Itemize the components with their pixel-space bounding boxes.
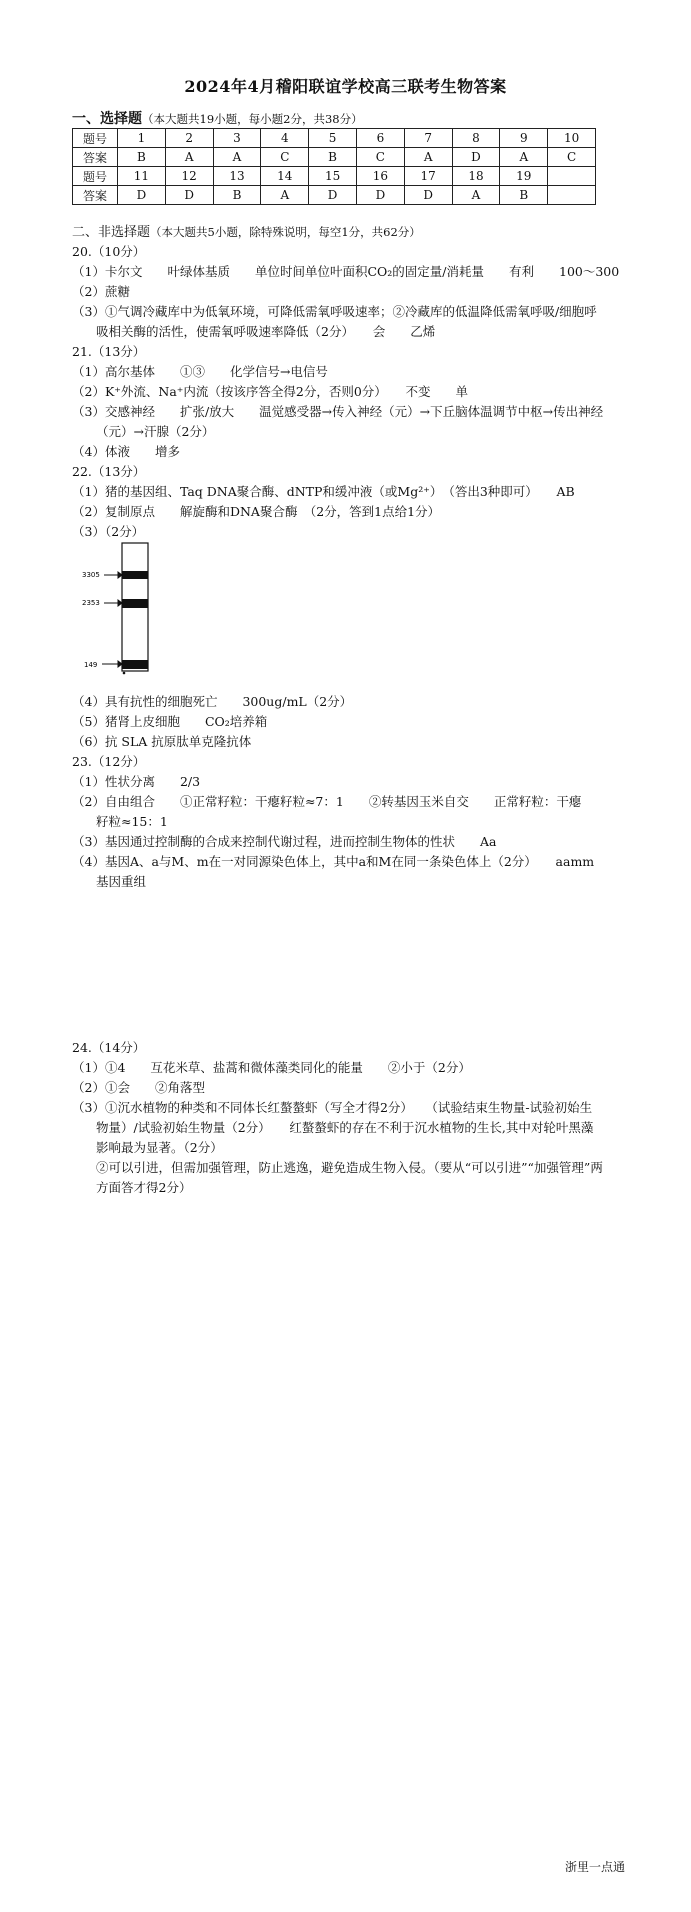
answer-table-cell: 14 bbox=[261, 167, 309, 186]
gel-label-3305: 3305 bbox=[82, 571, 100, 579]
section2-heading-row bbox=[72, 221, 421, 240]
answer-table-cell: 13 bbox=[213, 167, 261, 186]
q20-2: （2）蔗糖 bbox=[72, 284, 130, 299]
answer-table-row-header: 答案 bbox=[73, 148, 118, 167]
answer-table-cell: 17 bbox=[404, 167, 452, 186]
q21-3a: （3）交感神经 扩张/放大 温觉感受器→传入神经（元）→下丘脑体温调节中枢→传出神经 bbox=[72, 404, 604, 419]
answer-table-row bbox=[73, 148, 596, 167]
answer-table-cell: D bbox=[452, 148, 500, 167]
answer-table-cell: 12 bbox=[165, 167, 213, 186]
answer-table-cell bbox=[548, 186, 596, 205]
q22-1: （1）猪的基因组、Taq DNA聚合酶、dNTP和缓冲液（或Mg²⁺） （答出3种即可） AB bbox=[72, 484, 575, 499]
answer-table-row bbox=[73, 186, 596, 205]
answer-table-cell: A bbox=[500, 148, 548, 167]
answer-table-cell: 1 bbox=[118, 129, 166, 148]
answer-table-row-header: 题号 bbox=[73, 129, 118, 148]
answer-table-cell: D bbox=[118, 186, 166, 205]
q22-6: （6）抗 SLA 抗原肽单克隆抗体 bbox=[72, 734, 252, 749]
answer-table-cell: C bbox=[356, 148, 404, 167]
q22-2: （2）复制原点 解旋酶和DNA聚合酶 （2分，答到1点给1分） bbox=[72, 504, 441, 519]
gel-well-dot bbox=[123, 672, 126, 675]
answer-table-cell: 15 bbox=[309, 167, 357, 186]
answer-table-cell: A bbox=[261, 186, 309, 205]
answer-table-cell: 8 bbox=[452, 129, 500, 148]
q23-2a: （2）自由组合 ①正常籽粒：干瘪籽粒≈7：1 ②转基因玉米自交 正常籽粒：干瘪 bbox=[72, 794, 582, 809]
q24-3a: （3）①沉水植物的种类和不同体长红螯螯虾（写全才得2分） （试验结束生物量-试验初始生 bbox=[72, 1100, 593, 1115]
q20-1: （1）卡尔文 叶绿体基质 单位时间单位叶面积CO₂的固定量/消耗量 有利 100～300 bbox=[72, 264, 620, 279]
q21-heading: 21.（13分） bbox=[72, 344, 146, 359]
q24-1: （1）①4 互花米草、盐蒿和微体藻类同化的能量 ②小于（2分） bbox=[72, 1060, 471, 1075]
answer-table-cell: A bbox=[404, 148, 452, 167]
gel-band-149 bbox=[122, 660, 148, 669]
q24-3c: 影响最为显著。（2分） bbox=[96, 1140, 223, 1155]
gel-label-2353: 2353 bbox=[82, 599, 100, 607]
q22-heading: 22.（13分） bbox=[72, 464, 146, 479]
q20-heading: 20.（10分） bbox=[72, 244, 146, 259]
answer-table-cell: D bbox=[309, 186, 357, 205]
gel-label-149: 149 bbox=[84, 661, 98, 669]
answer-table-cell: D bbox=[356, 186, 404, 205]
answer-table-cell: 3 bbox=[213, 129, 261, 148]
gel-electrophoresis-figure bbox=[72, 535, 172, 675]
answer-table-cell: D bbox=[404, 186, 452, 205]
answer-table-cell: 19 bbox=[500, 167, 548, 186]
answer-table-cell: 4 bbox=[261, 129, 309, 148]
q21-4: （4）体液 增多 bbox=[72, 444, 180, 459]
section1-note: （本大题共19小题，每小题2分，共38分） bbox=[142, 112, 363, 126]
answer-table-cell: 7 bbox=[404, 129, 452, 148]
answer-table-cell: A bbox=[213, 148, 261, 167]
answer-table-cell: C bbox=[548, 148, 596, 167]
page-title: 2024年4月稽阳联谊学校高三联考生物答案 bbox=[184, 77, 507, 96]
q24-heading: 24.（14分） bbox=[72, 1040, 146, 1055]
q24-3e: 方面答才得2分） bbox=[96, 1180, 192, 1195]
q21-2: （2）K⁺外流、Na⁺内流（按该序答全得2分，否则0分） 不变 单 bbox=[72, 384, 469, 399]
q22-4: （4）具有抗性的细胞死亡 300ug/mL（2分） bbox=[72, 694, 353, 709]
answer-table-row bbox=[73, 129, 596, 148]
answer-table-cell: A bbox=[452, 186, 500, 205]
q21-1: （1）高尔基体 ①③ 化学信号→电信号 bbox=[72, 364, 328, 379]
section2-note: （本大题共5小题，除特殊说明，每空1分，共62分） bbox=[150, 225, 421, 239]
gel-arrows bbox=[102, 572, 122, 667]
section1-heading-row bbox=[72, 108, 363, 128]
answer-table-cell: B bbox=[309, 148, 357, 167]
q23-4a: （4）基因A、a与M、m在一对同源染色体上，其中a和M在同一条染色体上（2分） aamm bbox=[72, 854, 595, 869]
q22-5: （5）猪肾上皮细胞 CO₂培养箱 bbox=[72, 714, 268, 729]
footer-watermark: 浙里一点通 bbox=[564, 1860, 625, 1874]
q20-3a: （3）①气调冷藏库中为低氧环境，可降低需氧呼吸速率；②冷藏库的低温降低需氧呼吸/细胞呼 bbox=[72, 304, 597, 319]
answer-table-cell: 5 bbox=[309, 129, 357, 148]
answer-table-cell: B bbox=[213, 186, 261, 205]
answer-table-row bbox=[73, 167, 596, 186]
section2-heading: 二、非选择题 bbox=[72, 225, 151, 240]
q24-3b: 物量）/试验初始生物量（2分） 红螯螯虾的存在不利于沉水植物的生长,其中对轮叶黑藻 bbox=[96, 1120, 594, 1135]
q24-2: （2）①会 ②角落型 bbox=[72, 1080, 205, 1095]
q23-1: （1）性状分离 2/3 bbox=[72, 774, 201, 789]
q20-3b: 吸相关酶的活性，使需氧呼吸速率降低（2分） 会 乙烯 bbox=[96, 324, 436, 339]
answer-table-cell: B bbox=[118, 148, 166, 167]
q24-3d: ②可以引进，但需加强管理，防止逃逸，避免造成生物入侵。（要从“可以引进”“加强管理”两 bbox=[96, 1160, 603, 1175]
section1-heading: 一、选择题 bbox=[72, 111, 142, 127]
answer-table bbox=[72, 128, 596, 205]
answer-table-cell: D bbox=[165, 186, 213, 205]
answer-table-cell: 10 bbox=[548, 129, 596, 148]
answer-table-row-header: 答案 bbox=[73, 186, 118, 205]
answer-table-row-header: 题号 bbox=[73, 167, 118, 186]
answer-table-cell: 2 bbox=[165, 129, 213, 148]
q23-3: （3）基因通过控制酶的合成来控制代谢过程，进而控制生物体的性状 Aa bbox=[72, 834, 497, 849]
answer-table-cell: 16 bbox=[356, 167, 404, 186]
answer-table-cell: 6 bbox=[356, 129, 404, 148]
answer-table-cell: A bbox=[165, 148, 213, 167]
gel-band-3305 bbox=[122, 571, 148, 579]
q23-4b: 基因重组 bbox=[96, 874, 147, 889]
answer-table-cell: B bbox=[500, 186, 548, 205]
answer-table-cell: 18 bbox=[452, 167, 500, 186]
q23-2b: 籽粒≈15：1 bbox=[96, 814, 168, 829]
q22-3: （3）（2分） bbox=[72, 524, 145, 539]
answer-table-cell bbox=[548, 167, 596, 186]
q23-heading: 23.（12分） bbox=[72, 754, 146, 769]
answer-table-cell: 11 bbox=[118, 167, 166, 186]
answer-table-cell: 9 bbox=[500, 129, 548, 148]
q21-3b: （元）→汗腺（2分） bbox=[96, 424, 215, 439]
answer-table-cell: C bbox=[261, 148, 309, 167]
gel-band-2353 bbox=[122, 599, 148, 608]
